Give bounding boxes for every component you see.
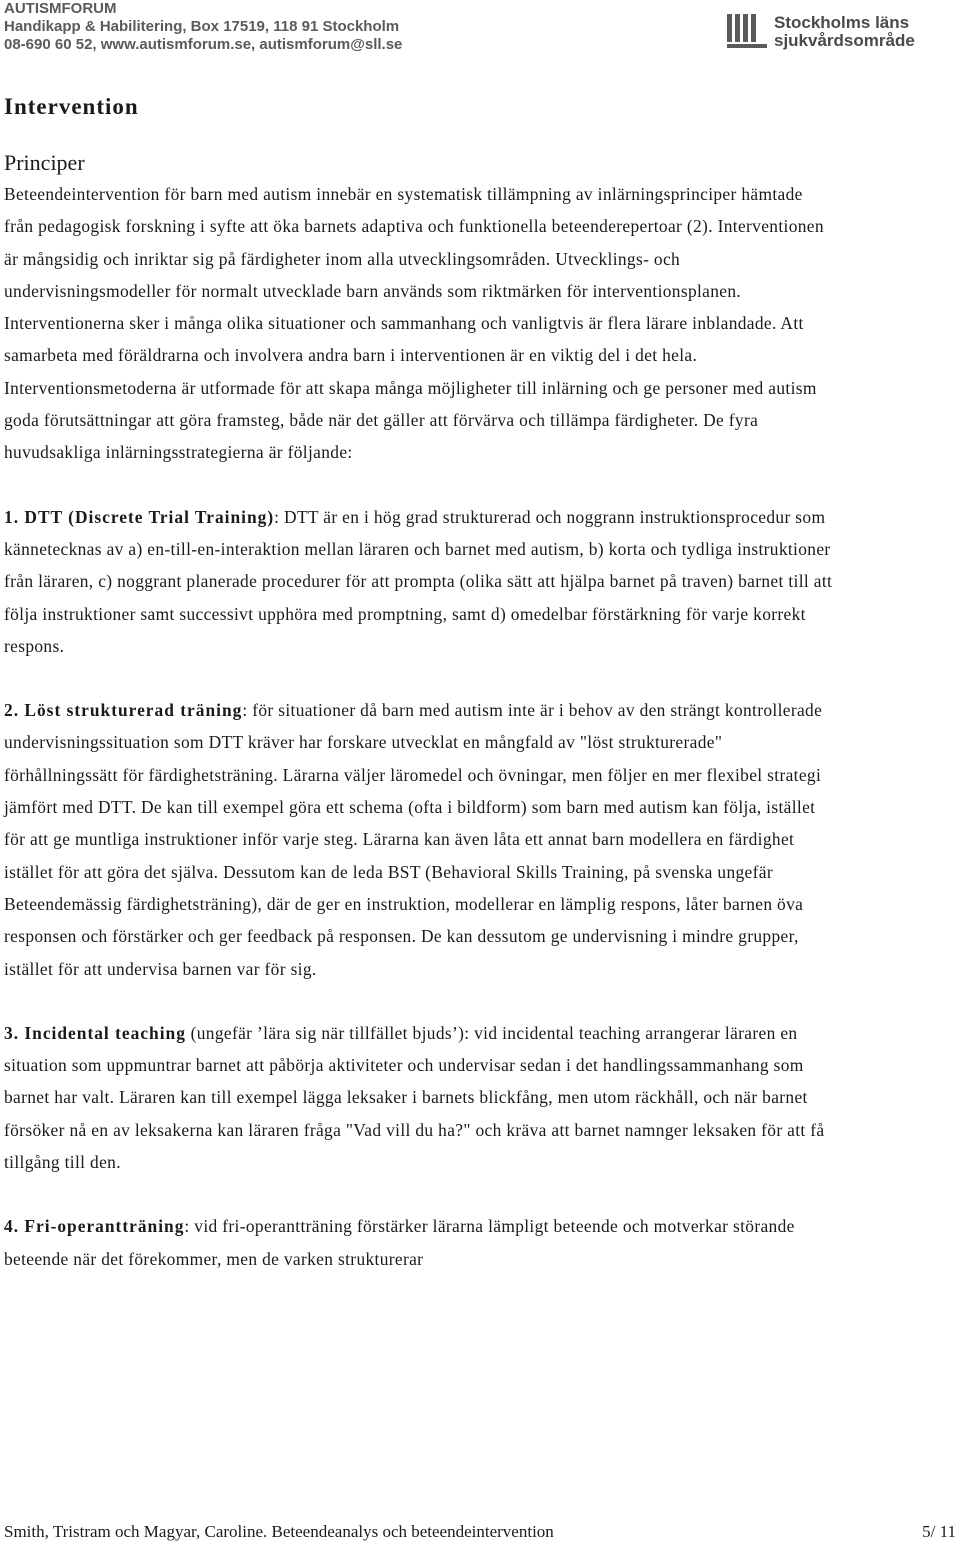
document-body xyxy=(4,90,834,1275)
logo-mark-icon xyxy=(726,12,768,50)
logo-line-1: Stockholms läns xyxy=(774,13,910,32)
strategy-text: : DTT är en i hög grad strukturerad och noggrann instruktionsprocedur som kännetecknas av a) en-till-en-interaktion mellan läraren och barnet med autism, b) korta och tydliga instruktioner från läraren, c) noggrant planerade procedurer för att prompta (olika sätt att hjälpa barnet på traven) barnet till att följa instruktioner samt successivt upphöra med promptning, samt d) omedelbar förstärkning för varje korrekt respons. xyxy=(4,506,833,656)
strategy-label: 4. Fri-operantträning xyxy=(4,1216,185,1237)
logo-line-2: sjukvårdsområde xyxy=(774,31,915,50)
principles-paragraph: Beteendeintervention för barn med autism innebär en systematisk tillämpning av inlärningsprinciper hämtade från pedagogisk forskning i syfte att öka barnets adaptiva och funktionella beteenderepertoar (2). Interventionen är mångsidig och inriktar sig på färdigheter inom alla utvecklingsområden. Utvecklings- och undervisningsmodeller för normalt utvecklade barn används som riktmärken för interventionsplanen. Interventionerna sker i många olika situationer och sammanhang och vanligtvis är flera lärare inblandade. Att samarbeta med föräldrarna och involvera andra barn i interventionen är en viktig del i det hela. Interventionsmetoderna är utformade för att skapa många möjligheter till inlärning och ge personer med autism goda förutsättningar att göra framsteg, både när det gäller att förvärva och tillämpa färdigheter. De fyra huvudsakliga inlärningsstrategierna är följande: xyxy=(4,184,824,463)
strategy-loose-structured xyxy=(4,694,834,985)
strategy-text: (ungefär ’lära sig när tillfället bjuds’): vid incidental teaching arrangerar läraren en situation som uppmuntrar barnet att påbörja aktiviteter och undervisar sedan i det handlingssammanhang som barnet har valt. Läraren kan till exempel lägga leksaker i barnets blickfång, men utom räckhåll, och när barnet försöker nå en av leksakerna kan läraren fråga "Vad vill du ha?" och kräva att barnet namnger leksaken för att få tillgång till den. xyxy=(4,1022,825,1173)
org-name: AUTISMFORUM xyxy=(4,0,117,17)
page-header xyxy=(0,0,960,60)
strategy-text: : för situationer då barn med autism inte är i behov av den strängt kontrollerade undervisningssituation som DTT kräver har forskare utvecklat en mångfald av "löst strukturerade" förhållningssätt för färdighetsträning. Lärarna väljer läromedel och övningar, men följer en mer flexibel strategi jämfört med DTT. De kan till exempel göra ett schema (ofta i bildform) som barn med autism kan följa, istället för att ge muntliga instruktioner inför varje steg. Lärarna kan även låta ett annat barn modellera en färdighet istället för att göra det själva. Dessutom kan de leda BST (Behavioral Skills Training, på svenska ungefär Beteendemässig färdighetsträning), där de ger en instruktion, modellerar en lämplig respons, låter barnen öva responsen och förstärker och ger feedback på responsen. De kan dessutom ge undervisning i mindre grupper, istället för att undervisa barnen var för sig. xyxy=(4,700,823,979)
strategy-dtt xyxy=(4,501,834,662)
footer-citation: Smith, Tristram och Magyar, Caroline. Beteendeanalys och beteendeintervention xyxy=(4,1522,554,1541)
page-number: 5/ 11 xyxy=(922,1522,956,1541)
page-title: Intervention xyxy=(4,94,139,119)
strategy-free-operant xyxy=(4,1210,834,1275)
org-info xyxy=(4,0,402,54)
strategy-incidental-teaching xyxy=(4,1017,834,1178)
logo xyxy=(726,12,926,54)
strategy-label: 3. Incidental teaching xyxy=(4,1022,186,1043)
strategy-label: 2. Löst strukturerad träning xyxy=(4,700,243,721)
logo-text xyxy=(774,14,915,50)
strategy-label: 1. DTT (Discrete Trial Training) xyxy=(4,506,275,527)
strategy-text: : vid fri-operantträning förstärker lärarna lämpligt beteende och motverkar störande beteende när det förekommer, men de varken strukturerar xyxy=(4,1216,795,1269)
section-subtitle: Principer xyxy=(4,150,85,175)
org-address: Handikapp & Habilitering, Box 17519, 118 91 Stockholm xyxy=(4,18,400,35)
org-contact: 08-690 60 52, www.autismforum.se, autismforum@sll.se xyxy=(4,36,403,53)
